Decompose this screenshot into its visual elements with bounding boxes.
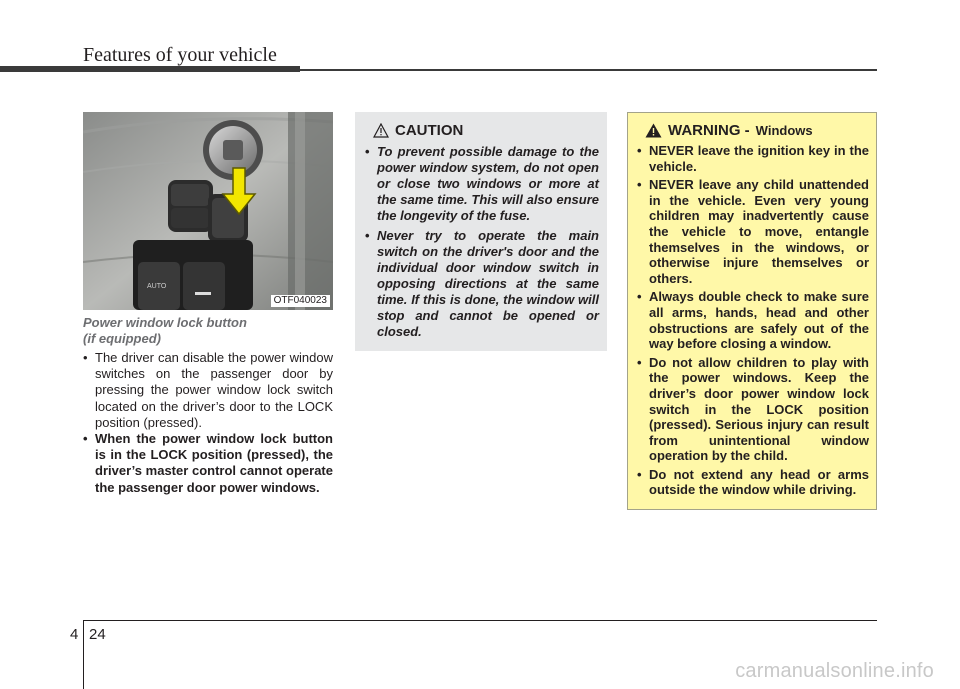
warning-heading xyxy=(645,122,869,139)
warning-title: WARNING - xyxy=(668,122,750,139)
svg-text:AUTO: AUTO xyxy=(147,283,167,290)
warning-triangle-icon xyxy=(645,123,662,138)
body-text xyxy=(83,350,333,496)
warning-item: • Do not allow children to play with the power windows. Keep the driver’s door power window lock switch in the LOCK position (pressed). Serious injury can result from unintentional window operation by the child. xyxy=(637,355,869,464)
header-rule xyxy=(300,69,877,71)
caution-box xyxy=(355,112,607,351)
door-switch-photo xyxy=(83,112,333,310)
body-paragraph: • When the power window lock button is in the LOCK position (pressed), the driver’s master control cannot operate the passenger door power windows. xyxy=(83,431,333,496)
caution-title: CAUTION xyxy=(395,122,464,139)
footer-divider xyxy=(83,620,84,689)
watermark: carmanualsonline.info xyxy=(735,660,934,682)
warning-list xyxy=(637,143,869,498)
footer-rule xyxy=(83,620,877,621)
caption-note: (if equipped) xyxy=(83,331,161,346)
page-number: 24 xyxy=(89,626,106,643)
chapter-number: 4 xyxy=(70,626,79,643)
figure-code: OTF040023 xyxy=(271,295,330,307)
caution-heading xyxy=(373,122,599,139)
warning-item: • NEVER leave the ignition key in the vehicle. xyxy=(637,143,869,174)
warning-item: • Always double check to make sure all arms, hands, head and other obstructions are safely out of the way before closing a window. xyxy=(637,289,869,351)
figure-caption xyxy=(83,315,343,347)
door-panel-illustration xyxy=(83,112,333,310)
warning-item: • Do not extend any head or arms outside the window while driving. xyxy=(637,467,869,498)
caption-title: Power window lock button xyxy=(83,315,247,330)
warning-box xyxy=(627,112,877,510)
caution-item: • Never try to operate the main switch on the driver's door and the individual door window switch in opposing directions at the same time. If this is done, the window will stop and cannot be opened or closed. xyxy=(365,228,599,340)
warning-subtitle: Windows xyxy=(755,123,813,138)
body-paragraph: • The driver can disable the power window switches on the passenger door by pressing the power window lock switch located on the driver’s door to the LOCK position (pressed). xyxy=(83,350,333,431)
caution-list xyxy=(365,144,599,340)
header-bar xyxy=(0,66,300,72)
warning-item: • NEVER leave any child unattended in the vehicle. Even very young children may inadvertently cause the vehicle to move, entangle themselves in the windows, or otherwise injure themselves or others. xyxy=(637,177,869,286)
caution-item: • To prevent possible damage to the power window system, do not open or close two windows or more at the same time. This will also ensure the longevity of the fuse. xyxy=(365,144,599,224)
caution-triangle-icon xyxy=(373,123,389,138)
page-title: Features of your vehicle xyxy=(83,44,277,66)
